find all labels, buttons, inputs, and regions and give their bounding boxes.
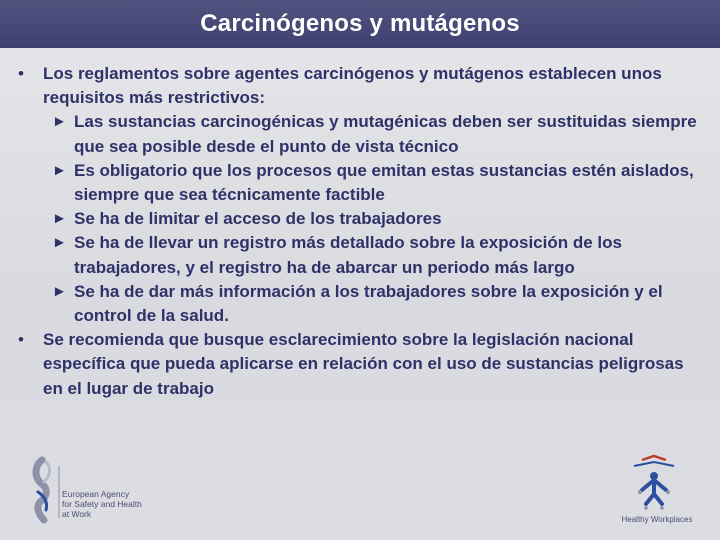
slide-content: [0, 62, 700, 401]
slide-title: Carcinógenos y mutágenos: [200, 10, 520, 37]
arrow-icon: ►: [52, 113, 67, 131]
agency-line-2: for Safety and Health: [62, 499, 142, 509]
campaign-label: Healthy Workplaces: [621, 515, 693, 524]
eu-osha-logo: [26, 456, 186, 526]
sub-item: [0, 231, 700, 279]
arrow-icon: ►: [52, 161, 67, 179]
sub-text: Es obligatorio que los procesos que emitan estas sustancias estén aislados, siempre que sea técnicamente factible: [74, 160, 694, 205]
sub-text: Se ha de llevar un registro más detallado sobre la exposición de los trabajadores, y el registro ha de abarcar un periodo más largo: [74, 233, 622, 277]
bullet-item: [0, 328, 700, 401]
arrow-icon: ►: [52, 210, 67, 228]
arrow-icon: ►: [52, 234, 67, 252]
agency-line-3: at Work: [62, 509, 92, 519]
sub-item: [0, 110, 700, 158]
sub-text: Se ha de dar más información a los trabajadores sobre la exposición y el control de la salud.: [74, 281, 663, 326]
agency-line-1: European Agency: [62, 489, 130, 499]
sub-item: [0, 159, 700, 207]
bullet-text: Los reglamentos sobre agentes carcinógenos y mutágenos establecen unos requisitos más restrictivos:: [43, 64, 662, 108]
bullet-icon: •: [18, 64, 24, 83]
bullet-icon: •: [18, 330, 24, 350]
healthy-workplaces-emblem-icon: [634, 456, 674, 510]
arrow-icon: ►: [52, 282, 67, 300]
healthy-workplaces-logo: [612, 452, 702, 526]
sub-item: [0, 280, 700, 328]
bullet-text: Se recomienda que busque esclarecimiento sobre la legislación nacional específica que pueda aplicarse en relación con el uso de sustancias peligrosas en el lugar de trabajo: [43, 330, 684, 398]
title-bar: [0, 0, 720, 48]
eu-osha-emblem-icon: [36, 460, 50, 520]
sub-text: Se ha de limitar el acceso de los trabajadores: [74, 209, 442, 229]
sub-item: [0, 207, 700, 231]
sub-text: Las sustancias carcinogénicas y mutagénicas deben ser sustituidas siempre que sea posible desde el punto de vista técnico: [74, 112, 697, 156]
bullet-item: [0, 62, 700, 110]
